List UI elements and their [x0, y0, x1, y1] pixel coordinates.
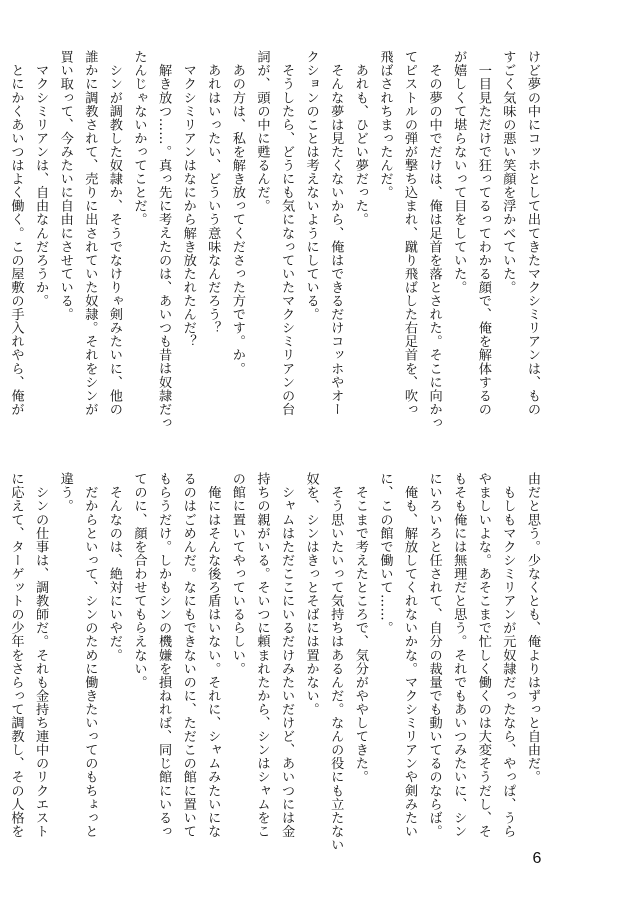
- text-line: そうしたら、どうにも気になっていたマクシミリアンの台: [279, 50, 295, 416]
- text-block-top: [8, 50, 544, 430]
- text-line: 誰かに調教されて、売りに出されていた奴隷。それをシンが: [82, 50, 98, 416]
- text-line: やましいよな。あそこまで忙しく働くのは大変そうだし、そ: [475, 472, 491, 838]
- text-line: あの方は、私を解き放ってくださった方です。か。: [229, 50, 245, 376]
- text-line: 詞が、頭の中に甦るんだ。: [254, 50, 270, 213]
- text-line: シンの仕事は、調教師だ。それも金持ち連中のリクエスト: [33, 472, 49, 838]
- text-line: そこまで考えたところで、気分がややしてきた。: [352, 472, 368, 784]
- text-line: もらうだけ。しかもシンの機嫌を損ねれば、同じ館にいるっ: [156, 472, 172, 838]
- text-line: シャムはただここにいるだけみたいだけど、あいつには金: [279, 472, 295, 838]
- text-line: もそも俺には無理だと思う。それでもあいつみたいに、シン: [451, 472, 467, 838]
- text-line: 解き放つ……。真っ先に考えたのは、あいつも昔は奴隷だっ: [156, 50, 172, 430]
- text-line: そんな夢は見たくないから、俺はできるだけコッホやオー: [328, 50, 344, 416]
- text-line: だからといって、シンのために働きたいってのもちょっと: [82, 472, 98, 838]
- text-line: とにかくあいつはよく働く。この屋敷の手入れやら、俺が: [8, 50, 24, 416]
- text-line: に、この館で働いて……。: [377, 472, 393, 635]
- text-line: に応えて、ターゲットの少年をさらって調教し、その人格を: [8, 472, 24, 838]
- text-line: 奴を、シンはきっとそばには置かない。: [303, 472, 319, 716]
- text-line: すごく気味の悪い笑顔を浮かべていた。: [500, 50, 516, 294]
- text-line: あれはいったい、どういう意味なんだろう？: [205, 50, 221, 335]
- text-line: 由だと思う。少なくとも、俺よりはずっと自由だ。: [525, 472, 540, 784]
- text-line: にいろいろと任されて、自分の裁量でも動いてるのならば。: [426, 472, 442, 838]
- text-block-bottom: [8, 472, 544, 852]
- text-line: そう思いたいって気持ちはあるんだ。なんの役にも立たない: [328, 472, 344, 852]
- page-number: 6: [532, 850, 542, 867]
- text-line: てピストルの弾が撃ち込まれ、蹴り飛ばした右足首を、吹っ: [402, 50, 418, 416]
- text-line: そんなのは、絶対にいやだ。: [106, 472, 122, 662]
- text-line: 買い取って、今みたいに自由にさせている。: [57, 50, 73, 321]
- text-line: マクシミリアンは、自由なんだろうか。: [33, 50, 49, 308]
- text-line: あれも、ひどい夢だった。: [352, 50, 368, 227]
- text-line: けど夢の中にコッホとして出てきたマクシミリアンは、もの: [525, 50, 540, 416]
- text-line: シンが調教した奴隷か、そうでなけりゃ剣みたいに、他の: [106, 50, 122, 416]
- text-line: [0, 50, 3, 402]
- text-line: 一目見ただけで狂ってるってわかる顔で、俺を解体するの: [475, 50, 491, 416]
- text-line: たんじゃないかってことだ。: [131, 50, 147, 227]
- text-line: マクシミリアンはなにから解き放たれたんだ？: [180, 50, 196, 349]
- text-line: の館に置いてやっているらしい。: [229, 472, 245, 676]
- text-line: もしもマクシミリアンが元奴隷だったなら、やっぱ、うら: [500, 472, 516, 838]
- text-line: 違う。: [57, 472, 73, 513]
- text-line: 飛ばされちまったんだ。: [377, 50, 393, 200]
- text-line: てのに、顔を合わせてもらえない。: [131, 472, 147, 689]
- text-line: 俺も、解放してくれないかな。マクシミリアンや剣みたい: [402, 472, 418, 838]
- text-line: クションのことは考えないようにしている。: [303, 50, 319, 321]
- text-line: 持ちの親がいる。そいつに頼まれたから、シンはシャムをこ: [254, 472, 270, 838]
- text-line: るのはごめんだ。なにもできないのに、ただこの館に置いて: [180, 472, 196, 838]
- text-line: その夢の中でだけは、俺は足首を落とされた。そこに向かっ: [426, 50, 442, 430]
- text-line: が嬉しくて堪らないって目をしていた。: [451, 50, 467, 294]
- text-line: 俺にはそんな後ろ盾はいない。それに、シャムみたいにな: [205, 472, 221, 838]
